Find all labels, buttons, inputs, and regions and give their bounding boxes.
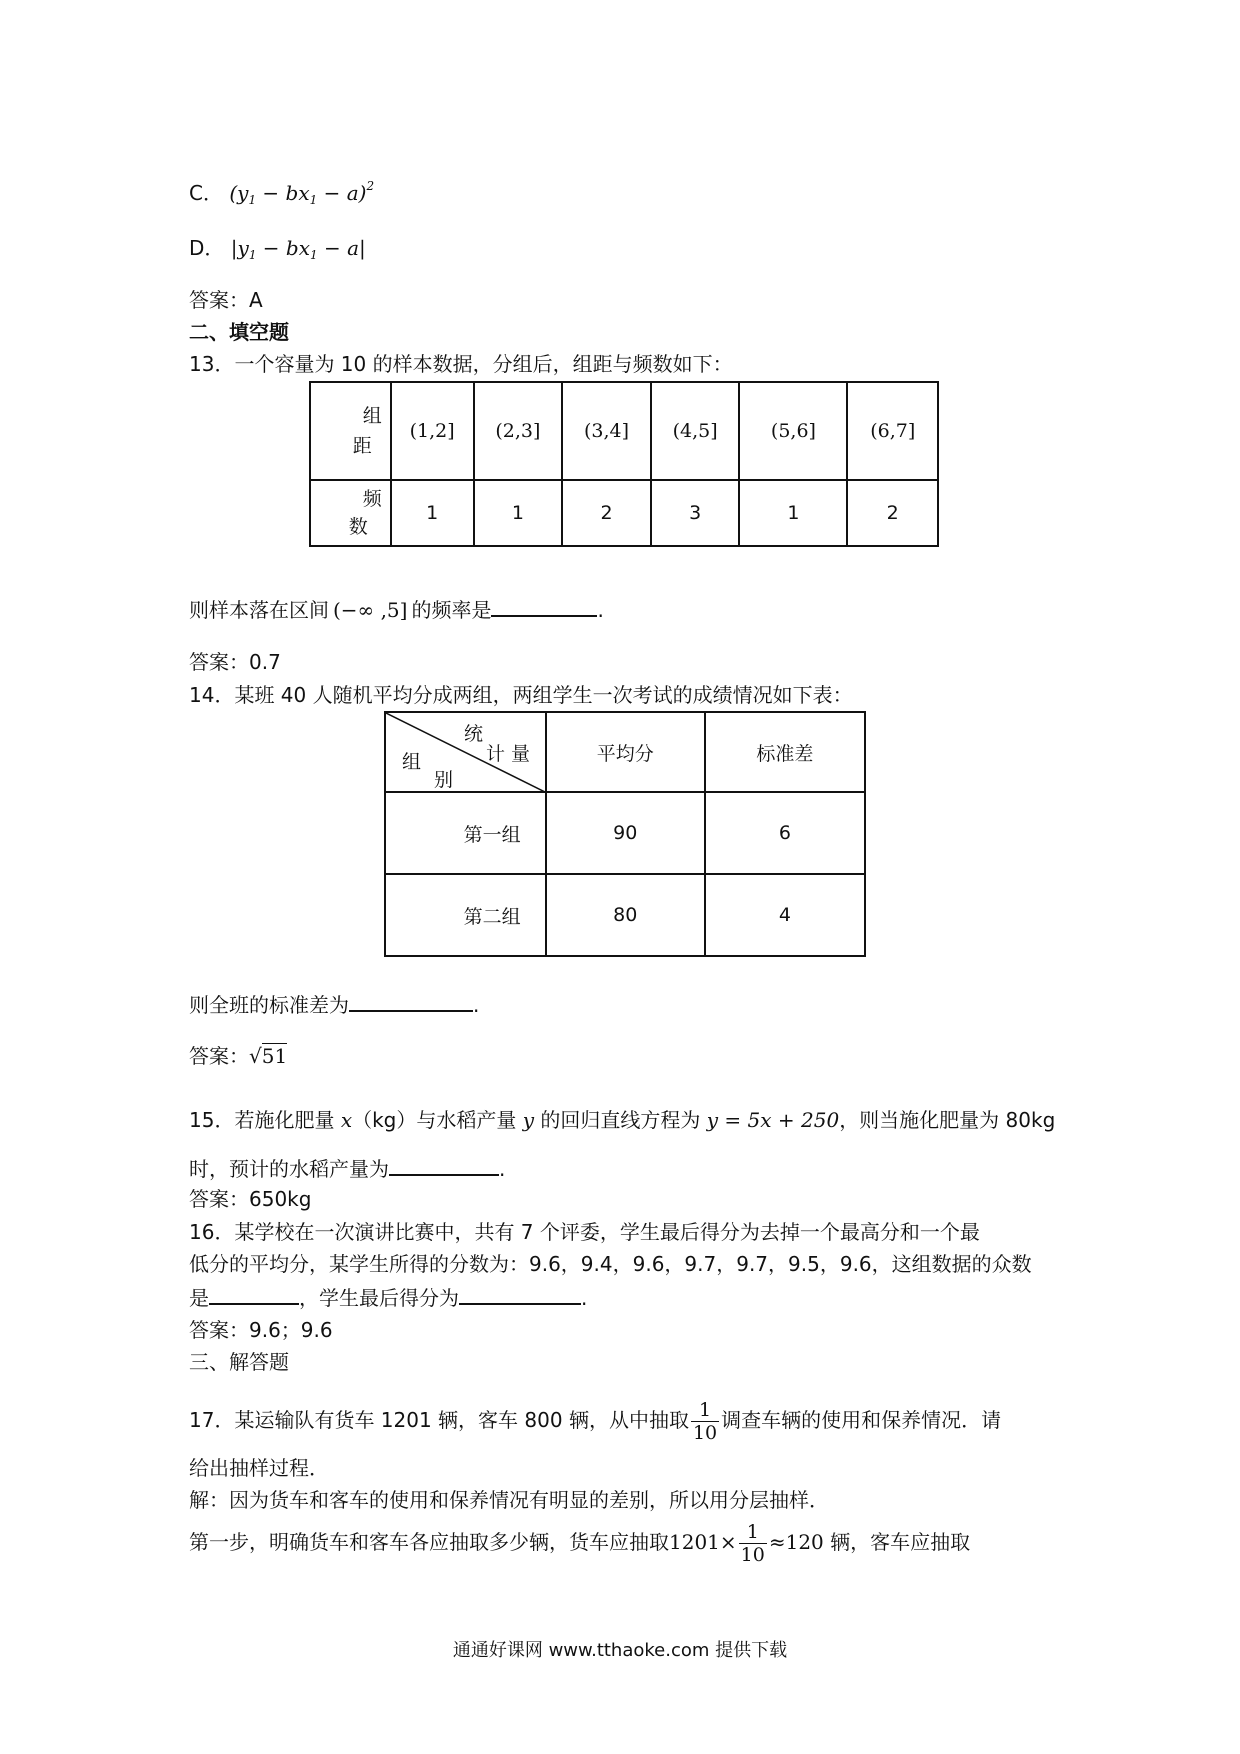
answer-blank bbox=[389, 1154, 499, 1176]
option-d-expr: $|y_1 - bx_1 - a|$ bbox=[230, 236, 366, 262]
score-table-wrapper bbox=[384, 711, 866, 955]
answer-16: 答案：9.6；9.6 bbox=[189, 1318, 333, 1342]
answer-14: 答案：√51 bbox=[189, 1044, 288, 1068]
page-footer: 通通好课网 www.tthaoke.com 提供下载 bbox=[452, 1640, 788, 1661]
freq-cell: 3 bbox=[651, 480, 740, 546]
diagonal-header-cell bbox=[385, 712, 546, 792]
corner-label: 组 bbox=[402, 751, 422, 773]
row-label-interval: 组 距 bbox=[310, 382, 391, 480]
row-name: 第二组 bbox=[385, 874, 546, 956]
question-15-line2: 时，预计的水稻产量为 . bbox=[189, 1154, 505, 1183]
question-17-line1: 17．某运输队有货车 1201 辆，客车 800 辆，从中抽取 $\frac{1}{10}$ 调查车辆的使用和保养情况．请 bbox=[189, 1399, 1002, 1444]
mean-cell: 90 bbox=[546, 792, 705, 874]
interval-cell: (2,3] bbox=[474, 382, 563, 480]
interval-cell: (4,5] bbox=[651, 382, 740, 480]
corner-label: 别 bbox=[434, 769, 454, 791]
frequency-table bbox=[309, 381, 939, 547]
answer-15: 答案：650kg bbox=[189, 1187, 312, 1211]
question-14: 14．某班 40 人随机平均分成两组，两组学生一次考试的成绩情况如下表： bbox=[189, 683, 853, 707]
option-d bbox=[189, 234, 366, 269]
col-header-sd: 标准差 bbox=[705, 712, 865, 792]
interval-cell: (6,7] bbox=[847, 382, 938, 480]
row-label-frequency: 频 数 bbox=[310, 480, 391, 546]
option-label: D． bbox=[189, 236, 225, 260]
mean-cell: 80 bbox=[546, 874, 705, 956]
question-13-prompt: 则样本落在区间 (−∞ ,5] 的频率是 . bbox=[189, 595, 604, 624]
freq-cell: 1 bbox=[474, 480, 563, 546]
option-c bbox=[189, 172, 374, 214]
option-label: C． bbox=[189, 181, 223, 205]
answer-blank bbox=[349, 990, 473, 1012]
freq-cell: 1 bbox=[391, 480, 474, 546]
col-header-mean: 平均分 bbox=[546, 712, 705, 792]
freq-cell: 2 bbox=[847, 480, 938, 546]
section-fill-in: 二、填空题 bbox=[189, 320, 289, 344]
answer-blank bbox=[459, 1283, 581, 1305]
question-16-line2: 低分的平均分，某学生所得的分数为：9.6，9.4，9.6，9.7，9.7，9.5，9.6，这组数据的众数 bbox=[189, 1252, 1032, 1276]
fraction: $\frac{1}{10}$ bbox=[692, 1399, 718, 1444]
question-17-line2: 给出抽样过程． bbox=[189, 1456, 329, 1480]
freq-cell: 2 bbox=[562, 480, 651, 546]
corner-label: 统 bbox=[464, 723, 484, 745]
question-15-line1: 15．若施化肥量 x（kg）与水稻产量 y 的回归直线方程为 y = 5x + 250，则当施化肥量为 80kg bbox=[189, 1108, 1056, 1132]
answer-blank bbox=[491, 595, 597, 617]
interval-cell: (3,4] bbox=[562, 382, 651, 480]
option-c-expr: $(y_1 - bx_1 - a)^2$ bbox=[229, 179, 375, 207]
fraction: $\frac{1}{10}$ bbox=[740, 1521, 765, 1566]
solution-intro: 解：因为货车和客车的使用和保养情况有明显的差别，所以用分层抽样． bbox=[189, 1488, 829, 1512]
row-name: 第一组 bbox=[385, 792, 546, 874]
question-16-line3: 是 ，学生最后得分为 . bbox=[189, 1283, 587, 1312]
solution-step1: 第一步，明确货车和客车各应抽取多少辆，货车应抽取1201× $\frac{1}{10}$ ≈120 辆，客车应抽取 bbox=[189, 1521, 971, 1566]
freq-cell: 1 bbox=[739, 480, 847, 546]
question-13: 13．一个容量为 10 的样本数据，分组后，组距与频数如下： bbox=[189, 352, 733, 376]
interval-cell: (5,6] bbox=[739, 382, 847, 480]
corner-label: 计 量 bbox=[486, 743, 531, 765]
sd-cell: 6 bbox=[705, 792, 865, 874]
interval-cell: (1,2] bbox=[391, 382, 474, 480]
section-solutions: 三、解答题 bbox=[189, 1350, 289, 1374]
answer-13: 答案：0.7 bbox=[189, 650, 281, 674]
score-table bbox=[384, 711, 866, 957]
question-16-line1: 16．某学校在一次演讲比赛中，共有 7 个评委，学生最后得分为去掉一个最高分和一个最 bbox=[189, 1220, 980, 1244]
sd-cell: 4 bbox=[705, 874, 865, 956]
answer-blank bbox=[209, 1283, 299, 1305]
question-14-prompt: 则全班的标准差为 . bbox=[189, 990, 479, 1019]
answer-12: 答案：A bbox=[189, 288, 263, 312]
